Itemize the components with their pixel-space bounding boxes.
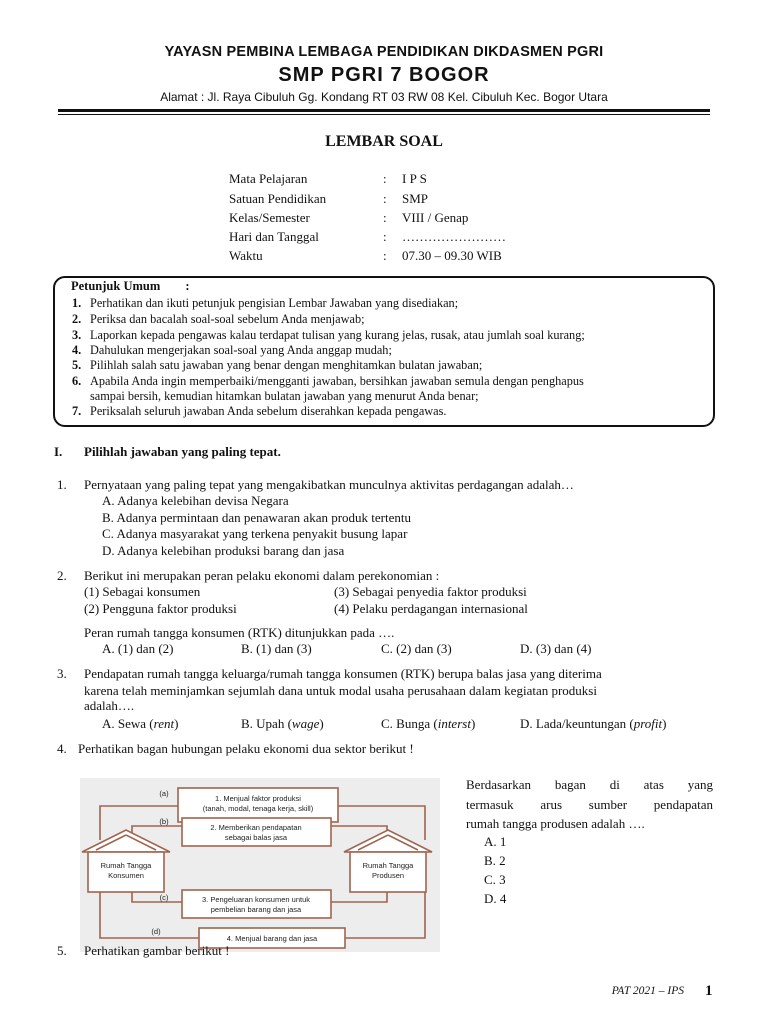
- option-term: interst: [437, 716, 471, 731]
- q4-option-b[interactable]: B. 2: [484, 853, 506, 868]
- instruction-text: Dahulukan mengerjakan soal-soal yang Anda anggap mudah;: [90, 343, 392, 357]
- q4-text: Perhatikan bagan hubungan pelaku ekonomi dua sektor berikut !: [78, 741, 414, 756]
- option-term: profit: [633, 716, 663, 731]
- option-end: ): [662, 716, 667, 731]
- q3-option-a[interactable]: [102, 716, 178, 732]
- flow-b-line-2: sebagai balas jasa: [224, 833, 288, 842]
- flow-line-d-right: [345, 892, 425, 938]
- info-value: 07.30 – 09.30 WIB: [402, 248, 502, 263]
- instruction-num: 3.: [72, 328, 82, 342]
- q2-item-4: (4) Pelaku perdagangan internasional: [334, 601, 528, 616]
- q3-option-d[interactable]: [520, 716, 666, 732]
- info-colon: :: [383, 248, 387, 263]
- info-colon: :: [383, 210, 387, 225]
- q1-option-b[interactable]: B. Adanya permintaan dan penawaran akan produk tertentu: [102, 510, 411, 525]
- instruction-text: Laporkan kepada pengawas kalau terdapat tulisan yang kurang jelas, rusak, atau jumlah soal kurang;: [90, 328, 585, 342]
- option-label: C. Bunga (: [381, 716, 438, 731]
- option-end: ): [470, 716, 476, 731]
- flow-a-line-1: 1. Menjual faktor produksi: [215, 794, 301, 803]
- q2-item-1: (1) Sebagai konsumen: [84, 584, 201, 599]
- flow-tag-a: (a): [159, 789, 169, 798]
- header-rule-thin: [58, 114, 710, 115]
- instruction-num: 7.: [72, 404, 82, 418]
- instruction-num: 4.: [72, 343, 82, 357]
- instruction-item: [72, 374, 694, 389]
- q2-text: Berikut ini merupakan peran pelaku ekonomi dalam perekonomian :: [84, 568, 440, 583]
- info-key: Hari dan Tanggal: [229, 229, 319, 244]
- info-value: I P S: [402, 171, 427, 186]
- instruction-text: Pilihlah salah satu jawaban yang benar dengan menghitamkan bulatan jawaban;: [90, 358, 483, 372]
- q2-number: 2.: [57, 568, 67, 583]
- instruction-text: Periksa dan bacalah soal-soal sebelum Anda menjawab;: [90, 312, 365, 326]
- page-title: LEMBAR SOAL: [325, 133, 443, 150]
- info-key: Mata Pelajaran: [229, 171, 308, 186]
- info-value: SMP: [402, 191, 429, 206]
- instruction-text: Apabila Anda ingin memperbaiki/mengganti jawaban, bersihkan jawaban semula dengan penghapus: [90, 374, 584, 388]
- q2-option-a[interactable]: A. (1) dan (2): [102, 641, 174, 656]
- instructions-heading-text: Petunjuk Umum: [71, 279, 161, 293]
- q1-option-c[interactable]: C. Adanya masyarakat yang terkena penyakit busung lapar: [102, 526, 408, 541]
- instruction-item: [72, 358, 694, 373]
- flow-a-line-2: (tanah, modal, tenaga kerja, skill): [202, 804, 314, 813]
- instructions-heading-colon: :: [185, 279, 190, 293]
- q2-option-b[interactable]: B. (1) dan (3): [241, 641, 312, 656]
- q2-question: Peran rumah tangga konsumen (RTK) ditunjukkan pada ….: [84, 625, 395, 640]
- instructions-heading: [71, 279, 190, 294]
- flow-line-c-right: [331, 892, 387, 902]
- header-rule-thick: [58, 109, 710, 112]
- q4-option-c[interactable]: C. 3: [484, 872, 506, 887]
- option-label: D. Lada/keuntungan (: [520, 716, 634, 731]
- foundation-name: YAYASN PEMBINA LEMBAGA PENDIDIKAN DIKDASMEN PGRI: [164, 44, 604, 60]
- q1-text: Pernyataan yang paling tepat yang mengakibatkan munculnya aktivitas perdagangan adalah…: [84, 477, 574, 492]
- q4-option-a[interactable]: A. 1: [484, 834, 507, 849]
- info-colon: :: [383, 191, 387, 206]
- option-term: rent: [153, 716, 175, 731]
- info-colon: :: [383, 229, 387, 244]
- q1-option-d[interactable]: D. Adanya kelebihan produksi barang dan jasa: [102, 543, 345, 558]
- instruction-item: [72, 328, 694, 343]
- flow-d-line-1: 4. Menjual barang dan jasa: [226, 934, 318, 943]
- info-key: Waktu: [229, 248, 263, 263]
- instruction-text: Periksalah seluruh jawaban Anda sebelum diserahkan kepada pengawas.: [90, 404, 447, 418]
- school-address: Alamat : Jl. Raya Cibuluh Gg. Kondang RT 03 RW 08 Kel. Cibuluh Kec. Bogor Utara: [160, 90, 608, 104]
- instruction-num: 2.: [72, 312, 82, 326]
- section-number: I.: [54, 444, 63, 459]
- flow-tag-c: (c): [159, 893, 169, 902]
- flow-tag-b: (b): [159, 817, 169, 826]
- q3-option-c[interactable]: [381, 716, 475, 732]
- instruction-item: [72, 312, 694, 327]
- school-name: SMP PGRI 7 BOGOR: [278, 64, 490, 86]
- economic-flow-diagram: [80, 778, 440, 952]
- q2-option-c[interactable]: C. (2) dan (3): [381, 641, 452, 656]
- house-roof-consumer: [82, 830, 170, 852]
- q3-line-2: karena telah meminjamkan sejumlah dana untuk modal usaha perusahaan dalam kegiatan produksi: [84, 683, 597, 698]
- info-value: VIII / Genap: [402, 210, 469, 225]
- q3-option-b[interactable]: [241, 716, 324, 732]
- instruction-num: 6.: [72, 374, 82, 388]
- consumer-label-1: Rumah Tangga: [100, 861, 152, 870]
- q4-option-d[interactable]: D. 4: [484, 891, 507, 906]
- q3-line-1: Pendapatan rumah tangga keluarga/rumah tangga konsumen (RTK) berupa balas jasa yang diterima: [84, 666, 602, 681]
- option-label: A. Sewa (: [102, 716, 154, 731]
- q3-line-3: adalah….: [84, 698, 135, 713]
- producer-label-1: Rumah Tangga: [362, 861, 414, 870]
- q1-option-a[interactable]: A. Adanya kelebihan devisa Negara: [102, 493, 289, 508]
- q5-text: Perhatikan gambar berikut !: [84, 943, 230, 958]
- option-end: ): [174, 716, 179, 731]
- option-label: B. Upah (: [241, 716, 292, 731]
- flow-c-line-1: 3. Pengeluaran konsumen untuk: [202, 895, 310, 904]
- q2-item-3: (3) Sebagai penyedia faktor produksi: [334, 584, 527, 599]
- consumer-label-2: Konsumen: [108, 871, 144, 880]
- flow-line-c-left: [132, 892, 182, 902]
- info-colon: :: [383, 171, 387, 186]
- q3-number: 3.: [57, 666, 67, 681]
- q4-side-line-3: rumah tangga produsen adalah ….: [466, 816, 645, 831]
- info-key: Satuan Pendidikan: [229, 191, 327, 206]
- instruction-num: 1.: [72, 296, 82, 310]
- flow-tag-d: (d): [151, 927, 161, 936]
- footer-label: PAT 2021 – IPS: [611, 985, 684, 997]
- q4-side-line-1: Berdasarkan bagan di atas yang: [466, 777, 713, 792]
- instruction-item: [72, 343, 694, 358]
- q2-item-2: (2) Pengguna faktor produksi: [84, 601, 237, 616]
- info-key: Kelas/Semester: [229, 210, 310, 225]
- instruction-item: [72, 404, 694, 419]
- section-title: Pilihlah jawaban yang paling tepat.: [84, 444, 281, 459]
- instruction-num: 5.: [72, 358, 82, 372]
- option-end: ): [319, 716, 324, 731]
- q4-number: 4.: [57, 741, 67, 756]
- producer-label-2: Produsen: [371, 871, 405, 880]
- house-roof-producer: [344, 830, 432, 852]
- q4-side-line-2: termasuk arus sumber pendapatan: [466, 797, 713, 812]
- option-term: wage: [291, 716, 320, 731]
- q1-number: 1.: [57, 477, 67, 492]
- instruction-text: Perhatikan dan ikuti petunjuk pengisian Lembar Jawaban yang disediakan;: [90, 296, 459, 310]
- instruction-item: [72, 296, 694, 311]
- q5-number: 5.: [57, 943, 67, 958]
- flow-b-line-1: 2. Memberikan pendapatan: [210, 823, 302, 832]
- flow-c-line-2: pembelian barang dan jasa: [210, 905, 302, 914]
- info-value: ……………………: [402, 229, 506, 244]
- instruction-item-continued: sampai bersih, kemudian hitamkan bulatan jawaban yang menurut Anda benar;: [90, 389, 479, 403]
- page-number: 1: [705, 983, 713, 999]
- q2-option-d[interactable]: D. (3) dan (4): [520, 641, 592, 656]
